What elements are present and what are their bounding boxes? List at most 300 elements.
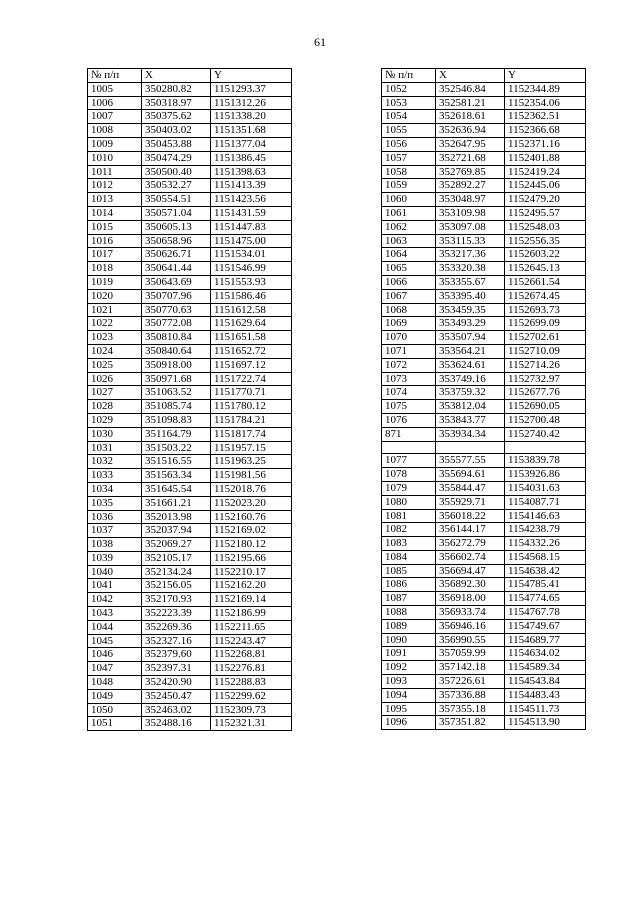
- cell-y: 1152690.05: [505, 400, 586, 414]
- cell-y: 1152186.99: [211, 607, 292, 621]
- cell-y: 1154774.65: [505, 592, 586, 606]
- cell-number: 1042: [88, 593, 142, 607]
- cell-number: 1090: [382, 633, 436, 647]
- cell-x: 350641.44: [142, 262, 211, 276]
- cell-x: 352647.95: [436, 137, 505, 151]
- cell-x: 350453.88: [142, 137, 211, 151]
- table-row: [382, 206, 586, 220]
- cell-number: 1084: [382, 550, 436, 564]
- table-row: [88, 496, 292, 510]
- cell-x: 355929.71: [436, 495, 505, 509]
- cell-x: 353493.29: [436, 317, 505, 331]
- cell-x: 352488.16: [142, 717, 211, 731]
- table-row: [88, 386, 292, 400]
- cell-number: 1058: [382, 165, 436, 179]
- cell-x: 356990.55: [436, 633, 505, 647]
- header-number: № п/п: [88, 69, 142, 83]
- table-row: [382, 675, 586, 689]
- table-row: [88, 400, 292, 414]
- cell-x: 353934.34: [436, 427, 505, 441]
- cell-y: 1152276.81: [211, 662, 292, 676]
- cell-number: 1080: [382, 495, 436, 509]
- table-row: [88, 262, 292, 276]
- cell-number: 1026: [88, 372, 142, 386]
- cell-number: 1081: [382, 509, 436, 523]
- cell-y: 1151553.93: [211, 275, 292, 289]
- cell-y: 1151398.63: [211, 165, 292, 179]
- cell-x: 350571.04: [142, 206, 211, 220]
- table-row: [382, 317, 586, 331]
- table-row: [88, 193, 292, 207]
- cell-x: 350971.68: [142, 372, 211, 386]
- cell-number: 1060: [382, 193, 436, 207]
- table-row: [382, 619, 586, 633]
- cell-x: 352170.93: [142, 593, 211, 607]
- cell-y: 1154689.77: [505, 633, 586, 647]
- cell-x: 350532.27: [142, 179, 211, 193]
- cell-y: 1151784.21: [211, 413, 292, 427]
- cell-number: 1049: [88, 689, 142, 703]
- cell-number: 1057: [382, 151, 436, 165]
- cell-number: 1078: [382, 468, 436, 482]
- cell-y: 1151386.45: [211, 151, 292, 165]
- table-row: [88, 689, 292, 703]
- cell-number: 1022: [88, 317, 142, 331]
- cell-y: 1152732.97: [505, 372, 586, 386]
- cell-y: 1152445.06: [505, 179, 586, 193]
- cell-x: 350474.29: [142, 151, 211, 165]
- cell-y: 1151963.25: [211, 455, 292, 469]
- table-row: [88, 317, 292, 331]
- cell-y: 1152288.83: [211, 676, 292, 690]
- cell-number: 1077: [382, 454, 436, 468]
- cell-y: 1151475.00: [211, 234, 292, 248]
- cell-x: 356144.17: [436, 523, 505, 537]
- cell-x: 352013.98: [142, 510, 211, 524]
- cell-number: 1070: [382, 331, 436, 345]
- cell-x: 357226.61: [436, 675, 505, 689]
- table-row: [88, 248, 292, 262]
- cell-x: 353843.77: [436, 413, 505, 427]
- cell-number: 1075: [382, 400, 436, 414]
- table-row: [382, 606, 586, 620]
- cell-number: 1040: [88, 565, 142, 579]
- header-number: № п/п: [382, 69, 436, 83]
- table-row: [88, 579, 292, 593]
- cell-number: 1095: [382, 702, 436, 716]
- cell-number: 1034: [88, 482, 142, 496]
- table-row: [382, 248, 586, 262]
- table-row: [88, 303, 292, 317]
- cell-y: 1151697.12: [211, 358, 292, 372]
- cell-y: 1152645.13: [505, 262, 586, 276]
- table-row: [382, 523, 586, 537]
- table-row: [88, 96, 292, 110]
- cell-number: 1089: [382, 619, 436, 633]
- cell-number: 1009: [88, 137, 142, 151]
- table-row: [382, 716, 586, 730]
- cell-x: 356892.30: [436, 578, 505, 592]
- table-row: [382, 151, 586, 165]
- cell-number: 1052: [382, 82, 436, 96]
- table-row: [88, 607, 292, 621]
- table-row: [88, 469, 292, 483]
- cell-y: 1152195.66: [211, 551, 292, 565]
- cell-number: 1046: [88, 648, 142, 662]
- cell-number: 1008: [88, 124, 142, 138]
- cell-x: 355577.55: [436, 454, 505, 468]
- table-row: [382, 413, 586, 427]
- table-row: [88, 413, 292, 427]
- cell-number: 1091: [382, 647, 436, 661]
- cell-x: [436, 441, 505, 454]
- table-row: [382, 564, 586, 578]
- cell-number: 1029: [88, 413, 142, 427]
- cell-number: 1054: [382, 110, 436, 124]
- cell-number: 1035: [88, 496, 142, 510]
- cell-x: 356694.47: [436, 564, 505, 578]
- cell-x: 353217.36: [436, 248, 505, 262]
- cell-number: 1015: [88, 220, 142, 234]
- cell-y: 1151293.37: [211, 82, 292, 96]
- cell-y: 1154589.34: [505, 661, 586, 675]
- cell-x: 353395.40: [436, 289, 505, 303]
- cell-y: 1152556.35: [505, 234, 586, 248]
- table-row: [382, 578, 586, 592]
- cell-x: 356018.22: [436, 509, 505, 523]
- cell-x: 352134.24: [142, 565, 211, 579]
- cell-x: 355844.47: [436, 481, 505, 495]
- cell-y: 1152548.03: [505, 220, 586, 234]
- cell-x: 351085.74: [142, 400, 211, 414]
- cell-x: 352450.47: [142, 689, 211, 703]
- cell-number: 1096: [382, 716, 436, 730]
- table-row: [88, 455, 292, 469]
- table-row: [382, 441, 586, 454]
- cell-y: 1152354.06: [505, 96, 586, 110]
- cell-y: 1154483.43: [505, 688, 586, 702]
- cell-number: 1021: [88, 303, 142, 317]
- table-row: [382, 509, 586, 523]
- cell-x: 352327.16: [142, 634, 211, 648]
- table-row: [382, 137, 586, 151]
- cell-number: 1043: [88, 607, 142, 621]
- cell-x: 353507.94: [436, 331, 505, 345]
- table-row: [88, 703, 292, 717]
- cell-x: 353355.67: [436, 275, 505, 289]
- cell-y: 1151377.04: [211, 137, 292, 151]
- cell-number: 1012: [88, 179, 142, 193]
- cell-y: 1154785.41: [505, 578, 586, 592]
- cell-number: 1065: [382, 262, 436, 276]
- cell-x: 351645.54: [142, 482, 211, 496]
- cell-number: 1010: [88, 151, 142, 165]
- table-row: [382, 495, 586, 509]
- cell-number: 1014: [88, 206, 142, 220]
- cell-number: 1079: [382, 481, 436, 495]
- cell-x: 351516.55: [142, 455, 211, 469]
- cell-y: 1152677.76: [505, 386, 586, 400]
- cell-number: 1093: [382, 675, 436, 689]
- table-row: [88, 331, 292, 345]
- table-row: [382, 358, 586, 372]
- cell-x: 353759.32: [436, 386, 505, 400]
- cell-number: 1023: [88, 331, 142, 345]
- cell-y: 1152714.26: [505, 358, 586, 372]
- cell-number: 1085: [382, 564, 436, 578]
- cell-number: 1027: [88, 386, 142, 400]
- cell-number: 1031: [88, 441, 142, 455]
- cell-y: 1151957.15: [211, 441, 292, 455]
- table-row: [382, 303, 586, 317]
- cell-y: 1152603.22: [505, 248, 586, 262]
- cell-y: 1152169.14: [211, 593, 292, 607]
- cell-number: 1053: [382, 96, 436, 110]
- cell-x: 357351.82: [436, 716, 505, 730]
- cell-y: 1154238.79: [505, 523, 586, 537]
- cell-y: 1151431.59: [211, 206, 292, 220]
- table-row: [382, 386, 586, 400]
- cell-number: 1039: [88, 551, 142, 565]
- cell-x: 352892.27: [436, 179, 505, 193]
- header-x: X: [142, 69, 211, 83]
- cell-number: 1055: [382, 124, 436, 138]
- table-row: [382, 550, 586, 564]
- cell-x: 352721.68: [436, 151, 505, 165]
- cell-y: 1154634.02: [505, 647, 586, 661]
- cell-x: 352269.36: [142, 620, 211, 634]
- table-row: [382, 468, 586, 482]
- cell-y: 1152401.88: [505, 151, 586, 165]
- cell-x: 350810.84: [142, 331, 211, 345]
- cell-x: 357142.18: [436, 661, 505, 675]
- cell-number: 1069: [382, 317, 436, 331]
- cell-y: 1151780.12: [211, 400, 292, 414]
- cell-number: 1036: [88, 510, 142, 524]
- cell-x: 350772.08: [142, 317, 211, 331]
- table-row: [88, 275, 292, 289]
- table-row: [382, 454, 586, 468]
- cell-number: 1019: [88, 275, 142, 289]
- cell-y: 1154543.84: [505, 675, 586, 689]
- cell-number: 1059: [382, 179, 436, 193]
- cell-y: 1152700.48: [505, 413, 586, 427]
- cell-number: 1051: [88, 717, 142, 731]
- table-row: [382, 220, 586, 234]
- table-row: [382, 110, 586, 124]
- cell-number: 1083: [382, 537, 436, 551]
- cell-x: 352769.85: [436, 165, 505, 179]
- table-row: [88, 289, 292, 303]
- cell-number: 1066: [382, 275, 436, 289]
- cell-number: 1006: [88, 96, 142, 110]
- table-row: [88, 82, 292, 96]
- cell-x: 352618.61: [436, 110, 505, 124]
- cell-y: 1154767.78: [505, 606, 586, 620]
- cell-x: 353812.04: [436, 400, 505, 414]
- cell-number: [382, 441, 436, 454]
- cell-y: 1152023.20: [211, 496, 292, 510]
- cell-number: 1056: [382, 137, 436, 151]
- cell-x: 350605.13: [142, 220, 211, 234]
- cell-x: 350500.40: [142, 165, 211, 179]
- table-row: [88, 565, 292, 579]
- cell-number: 1088: [382, 606, 436, 620]
- table-header-row: [382, 69, 586, 83]
- cell-y: 1151612.58: [211, 303, 292, 317]
- cell-number: 1005: [88, 82, 142, 96]
- table-row: [88, 220, 292, 234]
- cell-x: 350554.51: [142, 193, 211, 207]
- cell-x: 350658.96: [142, 234, 211, 248]
- table-row: [382, 661, 586, 675]
- table-row: [88, 634, 292, 648]
- table-row: [88, 165, 292, 179]
- cell-number: 1068: [382, 303, 436, 317]
- cell-x: 352420.90: [142, 676, 211, 690]
- table-row: [88, 620, 292, 634]
- cell-x: 356602.74: [436, 550, 505, 564]
- cell-x: 353459.35: [436, 303, 505, 317]
- cell-x: 351563.34: [142, 469, 211, 483]
- table-row: [88, 137, 292, 151]
- cell-number: 1030: [88, 427, 142, 441]
- cell-x: 350403.02: [142, 124, 211, 138]
- cell-x: 356918.00: [436, 592, 505, 606]
- cell-number: 1082: [382, 523, 436, 537]
- table-row: [88, 179, 292, 193]
- cell-number: 1011: [88, 165, 142, 179]
- table-row: [382, 400, 586, 414]
- cell-number: 1025: [88, 358, 142, 372]
- cell-number: 1033: [88, 469, 142, 483]
- cell-x: 352156.05: [142, 579, 211, 593]
- cell-x: 350707.96: [142, 289, 211, 303]
- cell-number: 1028: [88, 400, 142, 414]
- table-row: [382, 592, 586, 606]
- table-row: [88, 662, 292, 676]
- table-row: [88, 372, 292, 386]
- cell-number: 1045: [88, 634, 142, 648]
- cell-x: 350643.69: [142, 275, 211, 289]
- table-row: [88, 234, 292, 248]
- cell-number: 1037: [88, 524, 142, 538]
- table-row: [88, 648, 292, 662]
- cell-y: 1151534.01: [211, 248, 292, 262]
- table-row: [382, 372, 586, 386]
- cell-y: 1154511.73: [505, 702, 586, 716]
- cell-x: 353564.21: [436, 344, 505, 358]
- cell-y: 1152169.02: [211, 524, 292, 538]
- cell-y: 1151629.64: [211, 317, 292, 331]
- cell-y: 1154568.15: [505, 550, 586, 564]
- coordinates-table-right: [381, 68, 586, 730]
- cell-y: 1151546.99: [211, 262, 292, 276]
- cell-number: 1041: [88, 579, 142, 593]
- cell-y: 1151817.74: [211, 427, 292, 441]
- cell-x: 352581.21: [436, 96, 505, 110]
- cell-x: 356946.16: [436, 619, 505, 633]
- cell-y: 1152362.51: [505, 110, 586, 124]
- cell-y: 1152740.42: [505, 427, 586, 441]
- cell-y: 1154513.90: [505, 716, 586, 730]
- table-row: [382, 96, 586, 110]
- cell-y: 1151981.56: [211, 469, 292, 483]
- cell-number: 1072: [382, 358, 436, 372]
- cell-number: 1064: [382, 248, 436, 262]
- cell-y: 1153926.86: [505, 468, 586, 482]
- cell-y: 1151351.68: [211, 124, 292, 138]
- page-number: 61: [314, 35, 326, 49]
- table-row: [88, 676, 292, 690]
- cell-x: 356933.74: [436, 606, 505, 620]
- cell-y: 1152160.76: [211, 510, 292, 524]
- cell-number: 871: [382, 427, 436, 441]
- header-y: Y: [505, 69, 586, 83]
- cell-x: 350375.62: [142, 110, 211, 124]
- cell-x: 353048.97: [436, 193, 505, 207]
- cell-number: 1050: [88, 703, 142, 717]
- cell-y: 1154332.26: [505, 537, 586, 551]
- cell-number: 1007: [88, 110, 142, 124]
- cell-x: 353749.16: [436, 372, 505, 386]
- cell-x: 351661.21: [142, 496, 211, 510]
- header-x: X: [436, 69, 505, 83]
- table-row: [88, 524, 292, 538]
- cell-number: 1092: [382, 661, 436, 675]
- cell-x: 352546.84: [436, 82, 505, 96]
- cell-x: 355694.61: [436, 468, 505, 482]
- cell-number: 1062: [382, 220, 436, 234]
- table-row: [88, 538, 292, 552]
- table-row: [382, 275, 586, 289]
- table-row: [382, 633, 586, 647]
- cell-x: 352379.60: [142, 648, 211, 662]
- table-row: [88, 551, 292, 565]
- cell-x: 350918.00: [142, 358, 211, 372]
- cell-x: 352069.27: [142, 538, 211, 552]
- cell-x: 353097.08: [436, 220, 505, 234]
- table-row: [382, 165, 586, 179]
- cell-y: 1152018.76: [211, 482, 292, 496]
- cell-number: 1061: [382, 206, 436, 220]
- cell-y: 1152309.73: [211, 703, 292, 717]
- cell-y: [505, 441, 586, 454]
- cell-number: 1020: [88, 289, 142, 303]
- cell-y: 1152366.68: [505, 124, 586, 138]
- cell-y: 1152702.61: [505, 331, 586, 345]
- table-row: [382, 289, 586, 303]
- table-row: [382, 537, 586, 551]
- cell-y: 1151413.39: [211, 179, 292, 193]
- table-row: [88, 206, 292, 220]
- table-row: [382, 234, 586, 248]
- cell-y: 1151447.83: [211, 220, 292, 234]
- cell-x: 357059.99: [436, 647, 505, 661]
- cell-x: 356272.79: [436, 537, 505, 551]
- coordinates-table-left: [87, 68, 292, 731]
- table-row: [382, 647, 586, 661]
- cell-y: 1152162.20: [211, 579, 292, 593]
- cell-number: 1086: [382, 578, 436, 592]
- cell-y: 1152699.09: [505, 317, 586, 331]
- cell-x: 352223.39: [142, 607, 211, 621]
- cell-x: 350626.71: [142, 248, 211, 262]
- table-header-row: [88, 69, 292, 83]
- cell-number: 1048: [88, 676, 142, 690]
- table-row: [382, 262, 586, 276]
- cell-y: 1152495.57: [505, 206, 586, 220]
